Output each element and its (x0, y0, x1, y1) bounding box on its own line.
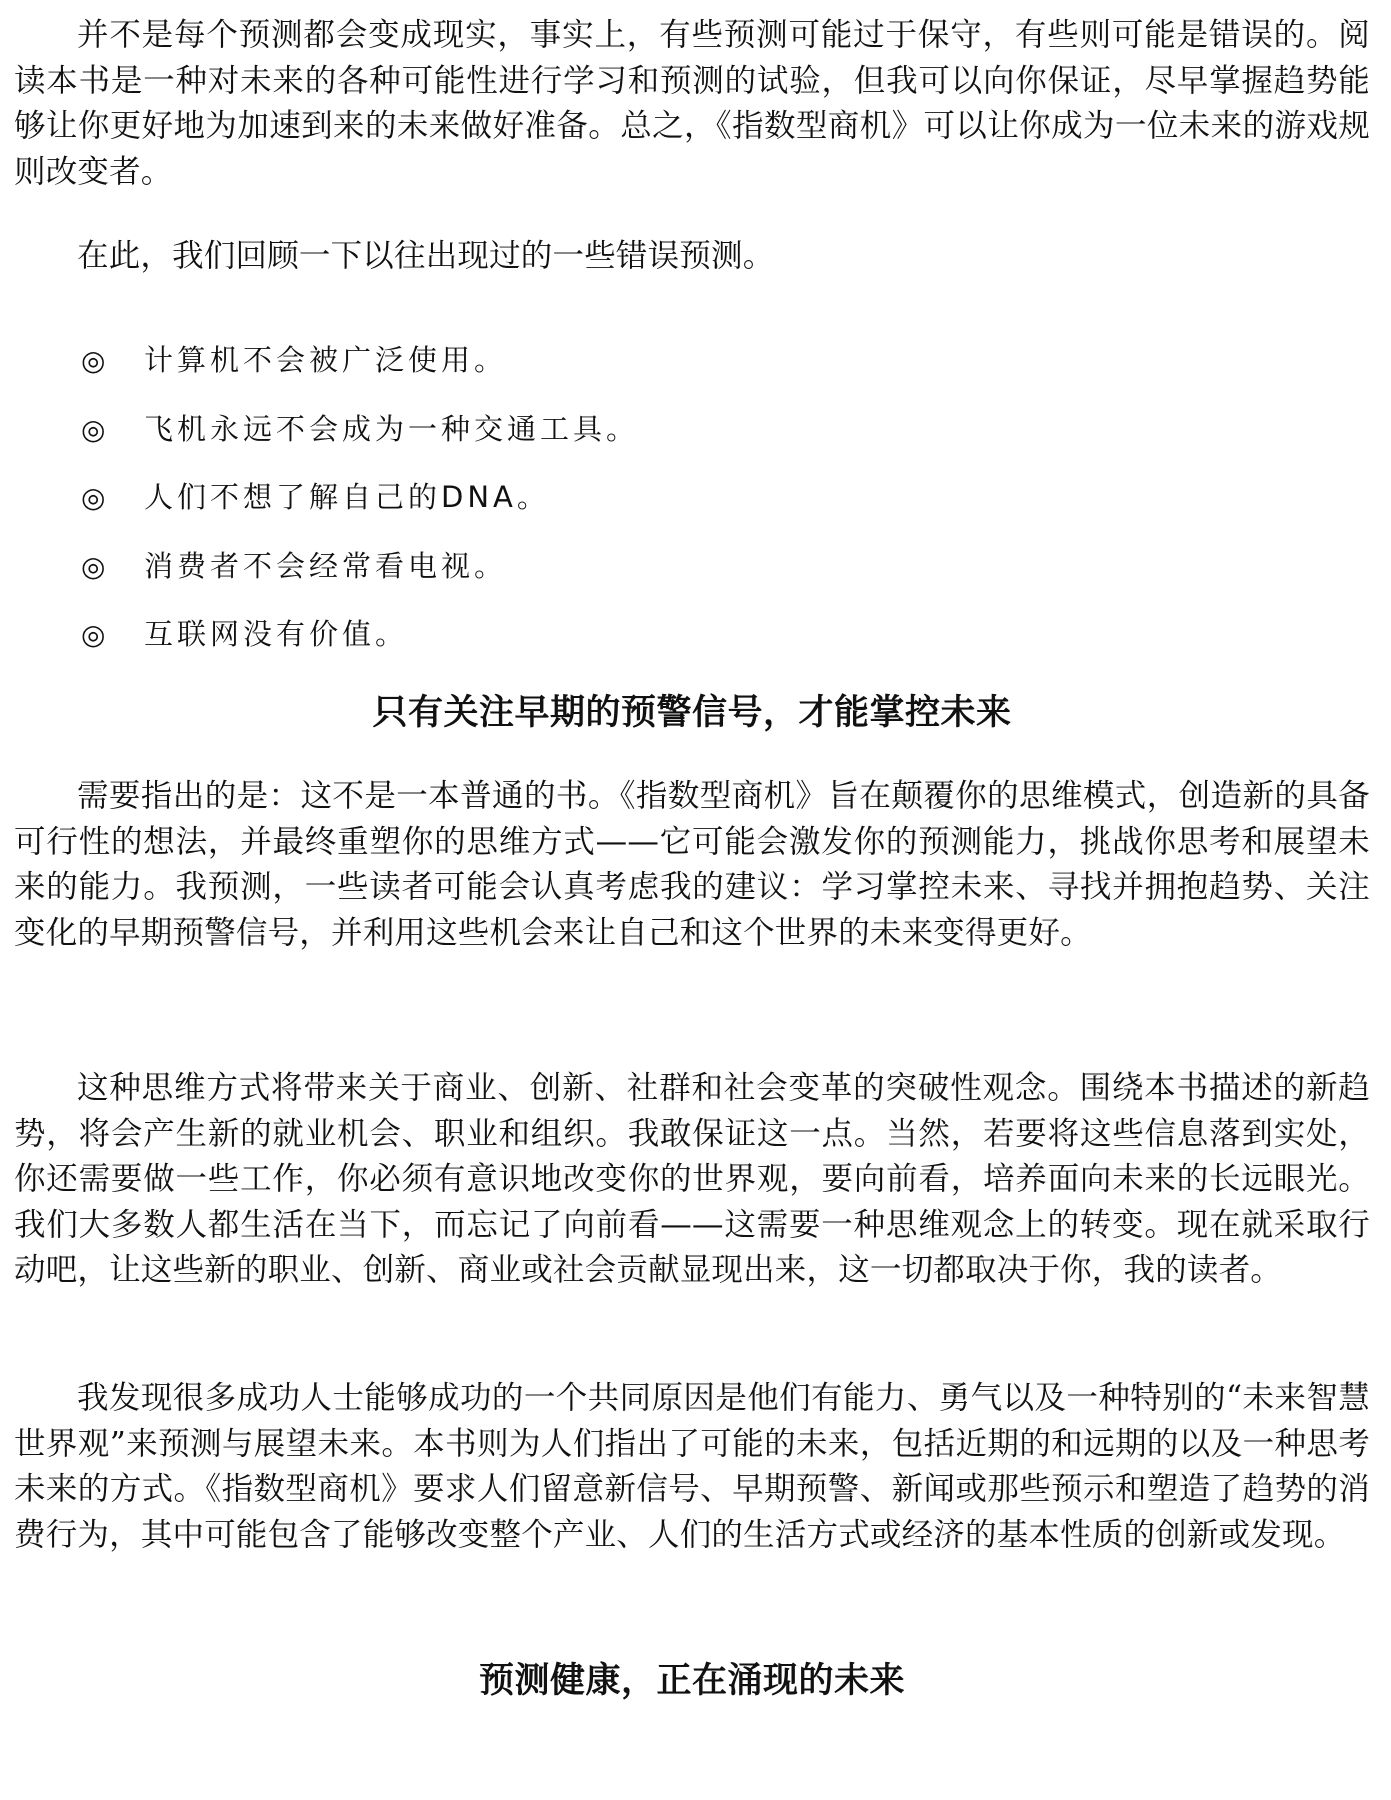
paragraph-not-ordinary-book: 需要指出的是：这不是一本普通的书。《指数型商机》旨在颠覆你的思维模式，创造新的具备可行性的想法，并最终重塑你的思维方式——它可能会激发你的预测能力，挑战你思考和展望未来的能力。我预测，一些读者可能会认真考虑我的建议：学习掌控未来、寻找并拥抱趋势、关注变化的早期预警信号，并利用这些机会来让自己和这个世界的未来变得更好。 (14, 778, 1370, 951)
paragraph-mindset-change: 这种思维方式将带来关于商业、创新、社群和社会变革的突破性观念。围绕本书描述的新趋势，将会产生新的就业机会、职业和组织。我敢保证这一点。当然，若要将这些信息落到实处，你还需要做一些工作，你必须有意识地改变你的世界观，要向前看，培养面向未来的长远眼光。我们大多数人都生活在当下，而忘记了向前看——这需要一种思维观念上的转变。现在就采取行动吧，让这些新的职业、创新、商业或社会贡献显现出来，这一切都取决于你，我的读者。 (14, 1070, 1370, 1289)
bullet-icon: ◎ (81, 549, 106, 583)
section-heading-health-future: 预测健康，正在涌现的未来 (478, 1661, 905, 1701)
list-item (81, 326, 639, 395)
paragraph-wrong-predictions-lead: 在此，我们回顾一下以往出现过的一些错误预测。 (77, 238, 775, 274)
bullet-icon: ◎ (81, 344, 106, 377)
paragraph-predictions-intro: 并不是每个预测都会变成现实，事实上，有些预测可能过于保守，有些则可能是错误的。阅读本书是一种对未来的各种可能性进行学习和预测的试验，但我可以向你保证，尽早掌握趋势能够让你更好地为加速到来的未来做好准备。总之，《指数型商机》可以让你成为一位未来的游戏规则改变者。 (14, 17, 1370, 190)
list-item-text: 互联网没有价值。 (144, 617, 409, 651)
list-item (81, 395, 639, 464)
bullet-icon: ◎ (81, 412, 106, 446)
list-item (81, 463, 639, 532)
list-item (81, 532, 639, 601)
list-item-text: 人们不想了解自己的DNA。 (144, 480, 550, 514)
bullet-icon: ◎ (81, 618, 106, 651)
list-item-text: 消费者不会经常看电视。 (144, 548, 508, 583)
list-item (81, 600, 639, 669)
section-heading-early-signals: 只有关注早期的预警信号，才能掌控未来 (372, 693, 1012, 733)
list-item-text: 飞机永远不会成为一种交通工具。 (144, 411, 640, 446)
paragraph-future-worldview: 我发现很多成功人士能够成功的一个共同原因是他们有能力、勇气以及一种特别的“未来智慧世界观”来预测与展望未来。本书则为人们指出了可能的未来，包括近期的和远期的以及一种思考未来的方式。《指数型商机》要求人们留意新信号、早期预警、新闻或那些预示和塑造了趋势的消费行为，其中可能包含了能够改变整个产业、人们的生活方式或经济的基本性质的创新或发现。 (14, 1380, 1370, 1553)
book-page (14, 0, 1370, 1800)
list-item-text: 计算机不会被广泛使用。 (144, 343, 508, 377)
bullet-icon: ◎ (81, 481, 106, 514)
wrong-predictions-list (81, 326, 639, 669)
